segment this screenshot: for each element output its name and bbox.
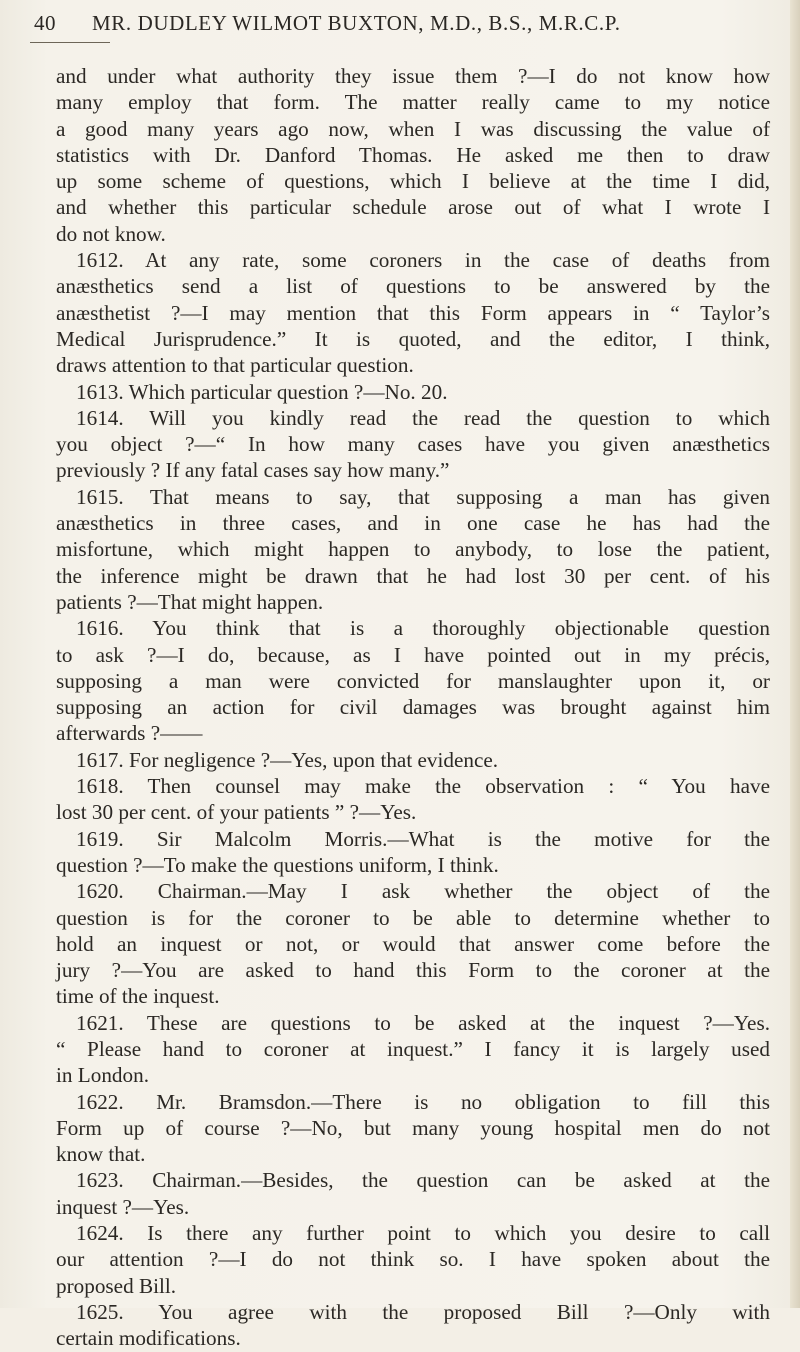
body-text [56, 63, 770, 1352]
text-line: 1622. Mr. Bramsdon.—There is no obligation to fill this [76, 1089, 770, 1114]
text-line: 1623. Chairman.—Besides, the question can be asked at the [76, 1168, 770, 1193]
text-line: 1618. Then counsel may make the observation : “ You have [76, 774, 770, 799]
text-line: anæsthetist ?—I may mention that this Form appears in “ Taylor’s [56, 300, 770, 325]
text-line: proposed Bill. [56, 1273, 177, 1298]
text-line: 1614. Will you kindly read the read the question to which [76, 405, 770, 430]
text-line: our attention ?—I do not think so. I have spoken about the [56, 1247, 770, 1272]
text-line: a good many years ago now, when I was discussing the value of [56, 116, 770, 141]
text-line: lost 30 per cent. of your patients ” ?—Yes. [56, 800, 417, 825]
text-line: 1613. Which particular question ?—No. 20. [76, 379, 448, 404]
text-line: do not know. [56, 221, 166, 246]
text-line: anæsthetics send a list of questions to be answered by the [56, 274, 770, 299]
text-line: 1616. You think that is a thoroughly objectionable question [76, 616, 770, 641]
text-line: supposing a man were convicted for manslaughter upon it, or [56, 668, 770, 693]
text-line: inquest ?—Yes. [56, 1194, 190, 1219]
text-line: 1612. At any rate, some coroners in the case of deaths from [76, 248, 770, 273]
text-line: anæsthetics in three cases, and in one case he has had the [56, 511, 770, 536]
text-line: 1624. Is there any further point to which you desire to call [76, 1221, 770, 1246]
text-line: you object ?—“ In how many cases have you given anæsthetics [56, 432, 770, 457]
page-number: 40 [34, 11, 56, 35]
text-line: and whether this particular schedule arose out of what I wrote I [56, 195, 770, 220]
text-line: 1619. Sir Malcolm Morris.—What is the motive for the [76, 826, 770, 851]
text-line: 1621. These are questions to be asked at the inquest ?—Yes. [76, 1010, 770, 1035]
text-line: statistics with Dr. Danford Thomas. He asked me then to draw [56, 142, 770, 167]
text-line: supposing an action for civil damages was brought against him [56, 695, 770, 720]
text-line: patients ?—That might happen. [56, 589, 324, 614]
header-rule [30, 42, 110, 43]
text-line: 1625. You agree with the proposed Bill ?—Only with [76, 1299, 770, 1324]
text-line: in London. [56, 1063, 149, 1088]
text-line: afterwards ?—— [56, 721, 203, 746]
text-line: Form up of course ?—No, but many young hospital men do not [56, 1115, 770, 1140]
text-line: 1617. For negligence ?—Yes, upon that evidence. [76, 747, 499, 772]
text-line: 1620. Chairman.—May I ask whether the object of the [76, 879, 770, 904]
text-line: up some scheme of questions, which I believe at the time I did, [56, 169, 770, 194]
text-line: know that. [56, 1142, 146, 1167]
text-line: time of the inquest. [56, 984, 220, 1009]
text-line: question ?—To make the questions uniform, I think. [56, 852, 499, 877]
text-line: 1615. That means to say, that supposing a man has given [76, 484, 770, 509]
text-line: draws attention to that particular question. [56, 353, 414, 378]
text-line: previously ? If any fatal cases say how many.” [56, 458, 450, 483]
text-line: misfortune, which might happen to anybody, to lose the patient, [56, 537, 770, 562]
text-line: the inference might be drawn that he had lost 30 per cent. of his [56, 563, 770, 588]
text-line: jury ?—You are asked to hand this Form to the coroner at the [56, 958, 770, 983]
text-line: to ask ?—I do, because, as I have pointed out in my précis, [56, 642, 770, 667]
text-line: many employ that form. The matter really came to my notice [56, 90, 770, 115]
text-line: Medical Jurisprudence.” It is quoted, and the editor, I think, [56, 326, 770, 351]
running-head [34, 8, 734, 38]
text-line: certain modifications. [56, 1326, 241, 1351]
text-line: hold an inquest or not, or would that answer come before the [56, 931, 770, 956]
text-line: question is for the coroner to be able to determine whether to [56, 905, 770, 930]
running-title: MR. DUDLEY WILMOT BUXTON, M.D., B.S., M.R.C.P. [92, 11, 621, 35]
page-edge [790, 0, 800, 1308]
text-line: and under what authority they issue them ?—I do not know how [56, 64, 770, 88]
text-line: “ Please hand to coroner at inquest.” I fancy it is largely used [56, 1036, 770, 1061]
